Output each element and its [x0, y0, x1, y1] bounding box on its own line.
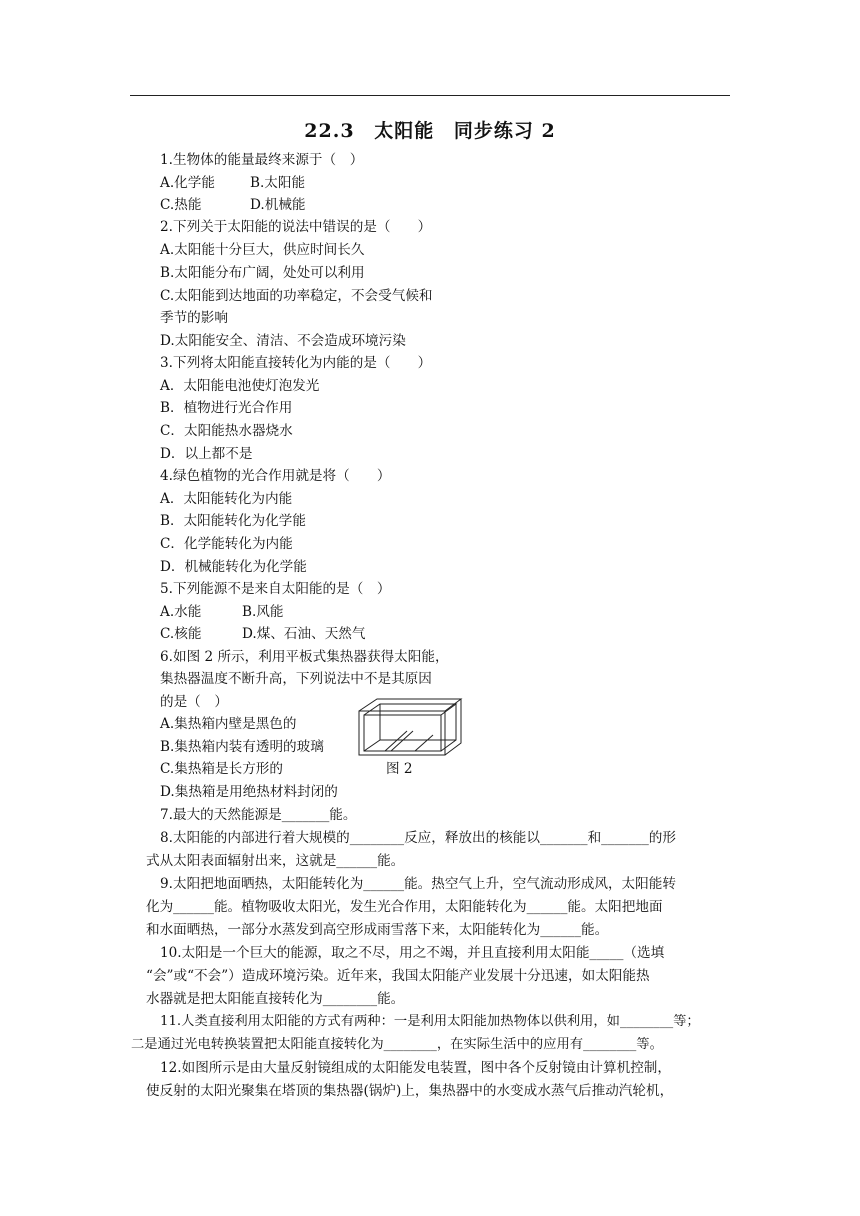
q2-option-b: B.太阳能分布广阔，处处可以利用 — [160, 265, 365, 281]
q7-text: 7.最大的天然能源是_______能。 — [160, 807, 357, 823]
q10-line3: 水器就是把太阳能直接转化为________能。 — [146, 991, 405, 1007]
q6-stem-line3: 的是（ ） — [160, 694, 228, 710]
q2-option-c-line1: C.太阳能到达地面的功率稳定，不会受气候和 — [160, 288, 433, 304]
q3-option-d: D．以上都不是 — [160, 446, 253, 462]
q5-option-b: B.风能 — [242, 604, 284, 620]
q2-option-c-line2: 季节的影响 — [160, 310, 228, 326]
q6-option-c: C.集热箱是长方形的 — [160, 761, 283, 777]
q6-stem-line1: 6.如图 2 所示，利用平板式集热器获得太阳能， — [160, 649, 449, 665]
q4-option-a: A．太阳能转化为内能 — [160, 491, 293, 507]
q12-line2: 使反射的太阳光聚集在塔顶的集热器(锅炉)上，集热器中的水变成水蒸气后推动汽轮机， — [146, 1083, 674, 1099]
q1-option-b: B.太阳能 — [250, 175, 306, 191]
q2-stem: 2.下列关于太阳能的说法中错误的是（ ） — [160, 219, 432, 235]
q1-option-c: C.热能 — [160, 197, 202, 213]
q1-stem: 1.生物体的能量最终来源于（ ） — [160, 152, 364, 168]
q9-line3: 和水面晒热，一部分水蒸发到高空形成雨雪落下来，太阳能转化为______能。 — [146, 922, 609, 938]
q4-option-c: C．化学能转化为内能 — [160, 536, 293, 552]
q12-line1: 12.如图所示是由大量反射镜组成的太阳能发电装置，图中各个反射镜由计算机控制， — [160, 1060, 671, 1076]
q10-line2: “会”或“不会”）造成环境污染。近年来，我国太阳能产业发展十分迅速，如太阳能热 — [146, 968, 650, 984]
q1-option-a: A.化学能 — [160, 175, 215, 191]
q11-line2: 二是通过光电转换装置把太阳能直接转化为________，在实际生活中的应用有________等。 — [131, 1037, 663, 1052]
q5-options-row2 — [160, 623, 366, 645]
q6-option-d: D.集热箱是用绝热材料封闭的 — [160, 784, 338, 800]
q11-line1: 11.人类直接利用太阳能的方式有两种：一是利用太阳能加热物体以供利用，如________等； — [160, 1014, 700, 1029]
q3-option-a: A．太阳能电池使灯泡发光 — [160, 378, 320, 394]
q5-stem: 5.下列能源不是来自太阳能的是（ ） — [160, 581, 391, 597]
title-topic: 太阳能 — [374, 120, 435, 142]
q3-stem: 3.下列将太阳能直接转化为内能的是（ ） — [160, 355, 432, 371]
q1-option-d: D.机械能 — [250, 197, 306, 213]
page-title — [0, 116, 860, 143]
q5-option-c: C.核能 — [160, 626, 202, 642]
q3-option-b: B．植物进行光合作用 — [160, 400, 293, 416]
q8-line2: 式从太阳表面辐射出来，这就是______能。 — [146, 853, 405, 869]
q3-option-c: C．太阳能热水器烧水 — [160, 423, 293, 439]
q4-option-b: B．太阳能转化为化学能 — [160, 513, 306, 529]
q6-option-a: A.集热箱内壁是黑色的 — [160, 716, 297, 732]
q5-options-row1 — [160, 601, 284, 623]
header-rule — [130, 95, 730, 96]
q10-line1: 10.太阳是一个巨大的能源，取之不尽，用之不竭，并且直接利用太阳能_____（选填 — [160, 945, 665, 961]
figure-2-caption: 图 2 — [386, 761, 413, 777]
title-tail: 同步练习 2 — [453, 120, 556, 142]
q5-option-a: A.水能 — [160, 604, 202, 620]
q8-line1: 8.太阳能的内部进行着大规模的________反应，释放出的核能以_______和_______的形 — [160, 830, 676, 846]
q1-options-row1 — [160, 172, 306, 194]
q2-option-a: A.太阳能十分巨大，供应时间长久 — [160, 242, 365, 258]
title-number: 22.3 — [304, 120, 355, 142]
q2-option-d: D.太阳能安全、清洁、不会造成环境污染 — [160, 333, 406, 349]
q1-options-row2 — [160, 194, 306, 216]
q5-option-d: D.煤、石油、天然气 — [242, 626, 366, 642]
q9-line2: 化为______能。植物吸收太阳光，发生光合作用，太阳能转化为______能。太阳把地面 — [146, 899, 663, 915]
q4-stem: 4.绿色植物的光合作用就是将（ ） — [160, 468, 391, 484]
q6-option-b: B.集热箱内装有透明的玻璃 — [160, 739, 324, 755]
q9-line1: 9.太阳把地面晒热，太阳能转化为______能。热空气上升，空气流动形成风，太阳能转 — [160, 876, 676, 892]
q4-option-d: D．机械能转化为化学能 — [160, 559, 307, 575]
q6-stem-line2: 集热器温度不断升高，下列说法中不是其原因 — [160, 671, 432, 687]
